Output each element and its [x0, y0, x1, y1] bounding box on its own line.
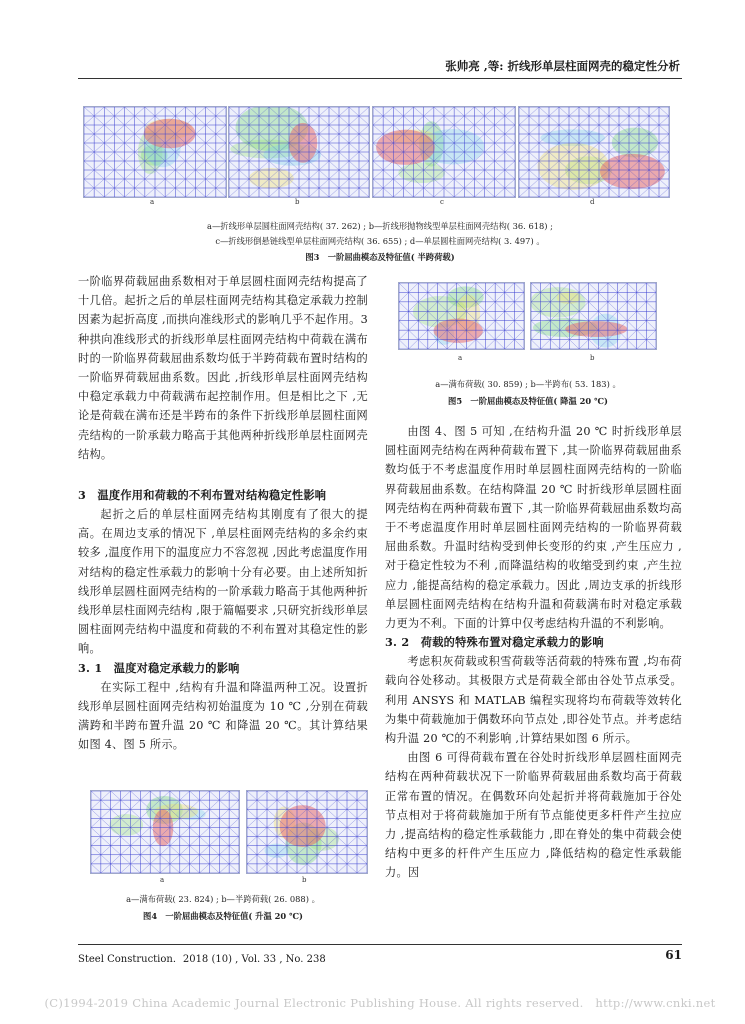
section-3-2-heading: 3. 2 荷载的特殊布置对稳定承载力的影响 [385, 635, 604, 650]
fig5-panel-a [398, 282, 525, 350]
fig3-label-d: d [590, 198, 595, 206]
fig4-label-a: a [160, 876, 165, 884]
copyright-watermark: (C)1994-2019 China Academic Journal Electronic Publishing House. All rights reserved. http://www.cnki.net [44, 996, 716, 1010]
left-para-3: 在实际工程中 ,结构有升温和降温两种工况。设置折线形单层圆柱面网壳结构初始温度为 10 ℃ ,分别在荷载满跨和半跨布置升温 20 ℃ 和降温 20 ℃。其计算结果如图 4、图 5 所示。 [78, 680, 368, 752]
fig5-label-a: a [458, 354, 463, 362]
contour-region [249, 168, 294, 188]
contour-region [280, 805, 326, 847]
fe-mesh-graphic [519, 107, 669, 197]
mesh-lines [373, 107, 515, 197]
fig3-label-b: b [295, 198, 300, 206]
left-para-2: 起折之后的单层柱面网壳结构其刚度有了很大的提高。在周边支承的情况下 ,单层柱面网壳结构的多余约束较多 ,温度作用下的温度应力不容忽视 ,因此考虑温度作用对结构的稳定性承载力的影响十分有必要。由上述所知折线形单层圆柱面网壳结构的一阶承载力略高于其他两种折线形单层柱面网壳结构 ,限于篇幅要求 ,只研究折线形单层圆柱面网壳结构中温度和荷载的不利布置对其稳定性的影响。 [78, 508, 368, 656]
section-3-heading: 3 温度作用和荷载的不利布置对结构稳定性影响 [78, 488, 327, 503]
contour-region [600, 154, 665, 189]
page-number: 61 [665, 948, 682, 962]
right-para-1: 由图 4、图 5 可知 ,在结构升温 20 ℃ 时折线形单层圆柱面网壳结构在两种荷载布置下 ,其一阶临界荷载屈曲系数均低于不考虑温度作用时单层圆柱面网壳结构的一阶临界荷载屈曲系数。在结构降温 20 ℃ 时折线形单层圆柱面网壳结构在两种荷载布置下 ,其一阶临界荷载屈曲系数均高于不考虑温度作用时单层圆柱面网壳结构的一阶临界荷载屈曲系数。升温时结构受到伸长变形的约束 ,产生压应力 ,对于稳定性较为不利 ,而降温结构的收缩受到约束 ,产生拉应力 ,能提高结构的稳定承载力。因此 ,周边支承的折线形单层圆柱面网壳结构在结构升温和荷载满布时对稳定承载力更为不利。下面的计算中仅考虑结构升温的不利影响。 [385, 425, 682, 631]
fe-mesh-graphic [247, 791, 367, 873]
footer-rule [78, 944, 682, 945]
fig5-caption-line1: a—满布荷载( 30. 859) ; b—半跨布( 53. 183) 。 [435, 379, 621, 389]
mesh-lines [84, 107, 226, 197]
fig4-label-b: b [302, 876, 307, 884]
fig5-label-b: b [590, 354, 595, 362]
fig3-panel-d [518, 106, 670, 198]
right-para-3: 由图 6 可得荷载布置在谷处时折线形单层圆柱面网壳结构在两种荷载状况下一阶临界荷载屈曲系数均高于荷载正常布置的情况。在偶数环向处起折并将荷载施加于谷处节点相对于将荷载施加于所有节点能使更多杆件产生拉应力 ,提高结构的稳定性承载能力 ,即在脊处的集中荷载会使结构中更多的杆件产生压应力 ,降低结构的稳定性承载能力。因 [385, 751, 682, 880]
fig3-panel-c [372, 106, 516, 198]
left-column [78, 272, 368, 754]
fe-mesh-graphic [229, 107, 369, 197]
fig4-title: 图4 一阶屈曲模态及特征值( 升温 20 ℃) [143, 911, 303, 921]
fig5-panel-b [530, 282, 657, 350]
fig4-panel-a [90, 790, 240, 874]
contour-region [398, 162, 445, 182]
right-para-2: 考虑积灰荷载或积雪荷载等活荷载的特殊布置 ,均布荷载向谷处移动。其极限方式是荷载全部由谷处节点承受。利用 ANSYS 和 MATLAB 编程实现将均布荷载等效转化为集中荷载施加于偶数环向节点处 ,即谷处节点。并考虑结构升温 20 ℃的不利影响 ,计算结果如图 6 所示。 [385, 655, 682, 746]
fig5-title: 图5 一阶屈曲模态及特征值( 降温 20 ℃) [448, 396, 608, 406]
section-3-1-heading: 3. 1 温度对稳定承载力的影响 [78, 660, 240, 675]
fig3-label-c: c [440, 198, 444, 206]
fig3-title: 图3 一阶屈曲模态及特征值( 半跨荷载) [305, 252, 455, 262]
fig3-panel-b [228, 106, 370, 198]
header-rule [78, 78, 682, 79]
fig4-panel-b [246, 790, 368, 874]
running-title: 张帅亮 ,等: 折线形单层柱面网壳的稳定性分析 [445, 59, 680, 73]
fig3-caption-line2: c—折线形倒悬链线型单层柱面网壳结构( 36. 655) ; d—单层圆柱面网壳结构( 3. 497) 。 [215, 236, 545, 246]
left-para-1: 一阶临界荷载屈曲系数相对于单层圆柱面网壳结构提高了十几倍。起折之后的单层柱面网壳结构其稳定承载力控制因素为起折高度 ,而拱向准线形式的影响几乎不起作用。3 种拱向准线形式的折线形单层柱面网壳结构中荷载在满布时的一阶临界荷载屈曲系数均低于半跨荷载布置时结构的一阶临界荷载屈曲系数。因此 ,折线形单层柱面网壳结构中稳定承载力中荷载满布起控制作用。但是相比之下 ,无论是荷载在满布还是半跨布的条件下折线形单层圆柱面网壳结构的一阶承载力略高于其他两种折线形单层柱面网壳结构。 [78, 275, 368, 461]
fig3-label-a: a [150, 198, 155, 206]
contour-region [109, 814, 143, 836]
fe-mesh-graphic [399, 283, 524, 349]
fe-mesh-graphic [84, 107, 226, 197]
fe-mesh-graphic [373, 107, 515, 197]
fe-mesh-graphic [91, 791, 239, 873]
contour-region [376, 130, 435, 165]
fig4-caption-line1: a—满布荷载( 23. 824) ; b—半跨荷载( 26. 088) 。 [126, 894, 320, 904]
mesh-lines [247, 791, 367, 873]
fe-mesh-graphic [531, 283, 656, 349]
fig3-caption-line1: a—折线形单层圆柱面网壳结构( 37. 262) ; b—折线形抛物线型单层柱面网壳结构( 36. 618) ; [207, 221, 553, 231]
fig3-panel-a [83, 106, 227, 198]
journal-citation: Steel Construction．2018 (10) , Vol. 33 , No. 238 [78, 954, 326, 965]
right-column [385, 422, 682, 883]
